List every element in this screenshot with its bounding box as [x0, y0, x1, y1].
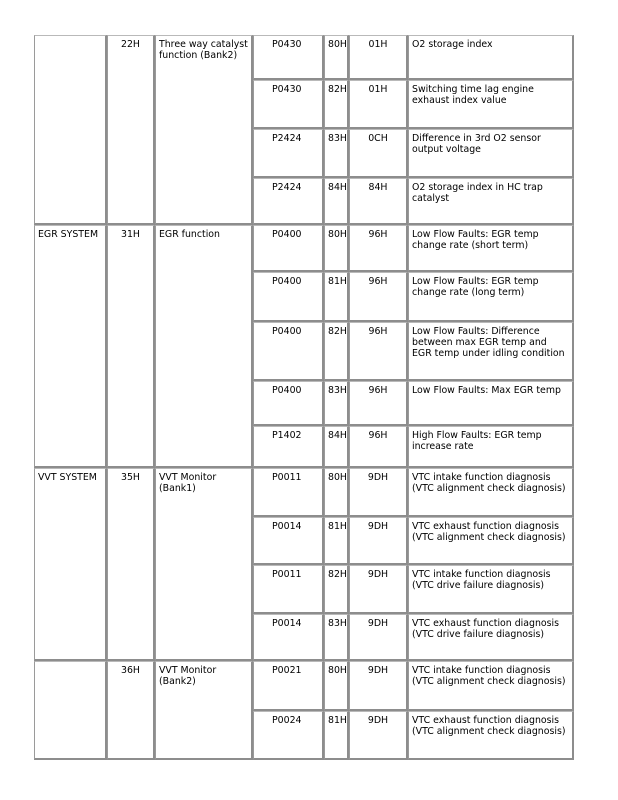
table-row — [34, 468, 574, 517]
test-id-cell: 22H — [107, 35, 155, 225]
component-id-cell: 84H — [324, 178, 349, 225]
test-name-cell: VVT Monitor (Bank1) — [155, 468, 253, 661]
component-id-cell: 83H — [324, 129, 349, 178]
component-id-cell: 81H — [324, 711, 349, 760]
unit-cell: 01H — [349, 80, 408, 129]
description-cell: Difference in 3rd O2 sensor output voltage — [408, 129, 574, 178]
description-cell: High Flow Faults: EGR temp increase rate — [408, 426, 574, 468]
table-row — [34, 661, 574, 711]
test-name-cell: EGR function — [155, 225, 253, 468]
system-cell — [34, 35, 107, 225]
description-cell: VTC exhaust function diagnosis (VTC alignment check diagnosis) — [408, 711, 574, 760]
component-id-cell: 82H — [324, 322, 349, 381]
test-id-cell: 31H — [107, 225, 155, 468]
unit-cell: 01H — [349, 35, 408, 80]
description-cell: VTC intake function diagnosis (VTC drive failure diagnosis) — [408, 565, 574, 614]
description-cell: Low Flow Faults: Difference between max EGR temp and EGR temp under idling condition — [408, 322, 574, 381]
obd-test-table — [34, 35, 574, 760]
unit-cell: 9DH — [349, 565, 408, 614]
unit-cell: 9DH — [349, 468, 408, 517]
description-cell: Low Flow Faults: Max EGR temp — [408, 381, 574, 426]
component-id-cell: 82H — [324, 565, 349, 614]
description-cell: O2 storage index — [408, 35, 574, 80]
component-id-cell: 83H — [324, 381, 349, 426]
description-cell: Low Flow Faults: EGR temp change rate (long term) — [408, 272, 574, 322]
system-cell: VVT SYSTEM — [34, 468, 107, 661]
component-id-cell: 81H — [324, 272, 349, 322]
description-cell: VTC intake function diagnosis (VTC alignment check diagnosis) — [408, 468, 574, 517]
unit-cell: 9DH — [349, 614, 408, 661]
system-cell — [34, 661, 107, 760]
component-id-cell: 81H — [324, 517, 349, 565]
unit-cell: 96H — [349, 322, 408, 381]
dtc-cell: P0400 — [253, 322, 324, 381]
dtc-cell: P0430 — [253, 80, 324, 129]
unit-cell: 84H — [349, 178, 408, 225]
description-cell: Switching time lag engine exhaust index value — [408, 80, 574, 129]
test-name-cell: VVT Monitor (Bank2) — [155, 661, 253, 760]
dtc-cell: P0014 — [253, 614, 324, 661]
dtc-cell: P0400 — [253, 225, 324, 272]
unit-cell: 9DH — [349, 661, 408, 711]
dtc-cell: P0011 — [253, 468, 324, 517]
unit-cell: 9DH — [349, 711, 408, 760]
unit-cell: 0CH — [349, 129, 408, 178]
dtc-cell: P1402 — [253, 426, 324, 468]
test-id-cell: 36H — [107, 661, 155, 760]
unit-cell: 9DH — [349, 517, 408, 565]
dtc-cell: P0011 — [253, 565, 324, 614]
component-id-cell: 80H — [324, 468, 349, 517]
dtc-cell: P0400 — [253, 272, 324, 322]
table-body — [34, 35, 574, 760]
description-cell: Low Flow Faults: EGR temp change rate (short term) — [408, 225, 574, 272]
description-cell: VTC intake function diagnosis (VTC alignment check diagnosis) — [408, 661, 574, 711]
dtc-cell: P2424 — [253, 129, 324, 178]
dtc-cell: P0021 — [253, 661, 324, 711]
component-id-cell: 80H — [324, 225, 349, 272]
component-id-cell: 84H — [324, 426, 349, 468]
dtc-cell: P2424 — [253, 178, 324, 225]
description-cell: O2 storage index in HC trap catalyst — [408, 178, 574, 225]
unit-cell: 96H — [349, 381, 408, 426]
component-id-cell: 80H — [324, 661, 349, 711]
table-row — [34, 35, 574, 80]
description-cell: VTC exhaust function diagnosis (VTC drive failure diagnosis) — [408, 614, 574, 661]
test-name-cell: Three way catalyst function (Bank2) — [155, 35, 253, 225]
unit-cell: 96H — [349, 225, 408, 272]
dtc-cell: P0014 — [253, 517, 324, 565]
component-id-cell: 80H — [324, 35, 349, 80]
dtc-cell: P0024 — [253, 711, 324, 760]
test-id-cell: 35H — [107, 468, 155, 661]
description-cell: VTC exhaust function diagnosis (VTC alignment check diagnosis) — [408, 517, 574, 565]
component-id-cell: 82H — [324, 80, 349, 129]
component-id-cell: 83H — [324, 614, 349, 661]
dtc-cell: P0430 — [253, 35, 324, 80]
unit-cell: 96H — [349, 426, 408, 468]
system-cell: EGR SYSTEM — [34, 225, 107, 468]
unit-cell: 96H — [349, 272, 408, 322]
dtc-cell: P0400 — [253, 381, 324, 426]
table-row — [34, 225, 574, 272]
